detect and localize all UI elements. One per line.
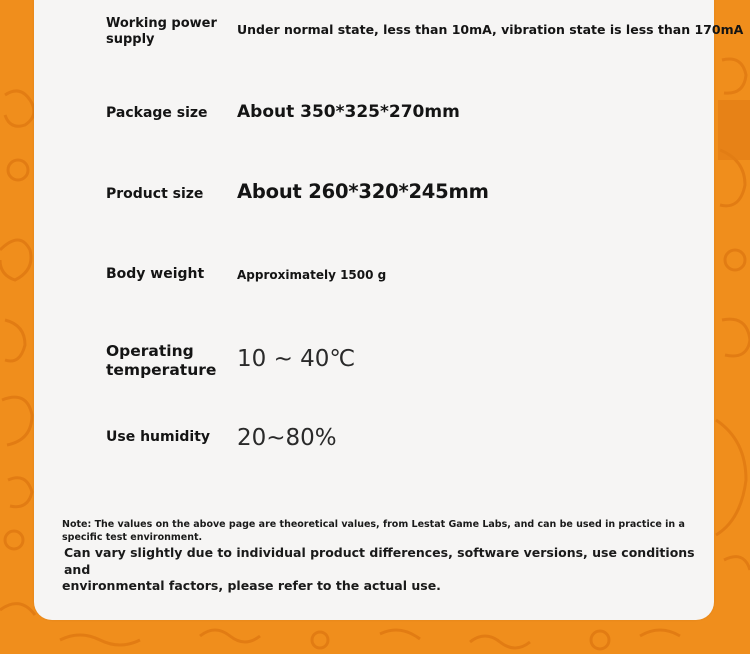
note-variation <box>62 545 702 595</box>
spec-label-use-humidity: Use humidity <box>106 429 211 445</box>
spec-label-product-size: Product size <box>106 186 204 202</box>
spec-value-power-supply: Under normal state, less than 10mA, vibration state is less than 170mA <box>237 22 744 37</box>
spec-label-power-supply: Working power supply <box>106 16 217 47</box>
spec-value-operating-temperature: 10 ~ 40℃ <box>237 346 356 372</box>
note-disclaimer: Note: The values on the above page are theoretical values, from Lestat Game Labs, and can be used in practice in a specific test environment. <box>62 519 685 543</box>
spec-value-product-size: About 260*320*245mm <box>237 180 489 203</box>
spec-value-use-humidity: 20~80% <box>237 425 337 451</box>
note-variation-line-2: environmental factors, please refer to the actual use. <box>62 578 441 593</box>
spec-value-package-size: About 350*325*270mm <box>237 102 460 122</box>
spec-label-package-size: Package size <box>106 105 208 121</box>
spec-label-body-weight: Body weight <box>106 266 205 282</box>
spec-value-body-weight: Approximately 1500 g <box>237 268 387 282</box>
spec-label-operating-temperature: Operating temperature <box>106 342 217 379</box>
note-variation-line-1: Can vary slightly due to individual product differences, software versions, use conditions and <box>64 545 695 577</box>
